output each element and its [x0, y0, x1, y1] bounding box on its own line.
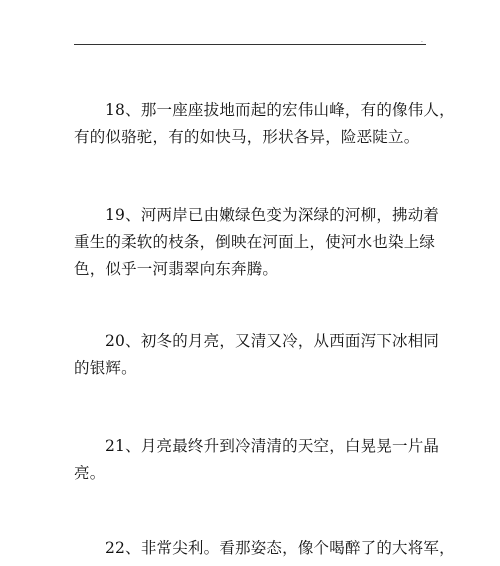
- paragraph-20: [74, 328, 446, 382]
- paragraph-18: [74, 97, 455, 151]
- paragraph-line: 亮。: [74, 464, 106, 482]
- paragraph-line: 18、那一座座拔地而起的宏伟山峰，有的像伟人，: [105, 101, 455, 119]
- paragraph-22: [74, 535, 455, 562]
- paragraph-line: 21、月亮最终升到冷清清的天空，白晃晃一片晶: [105, 437, 440, 455]
- paragraph-21: [74, 433, 446, 487]
- header-rule: [74, 44, 426, 45]
- paragraph-line: 重生的柔软的枝条，倒映在河面上，使河水也染上绿: [74, 233, 436, 251]
- paragraph-19: [74, 202, 446, 283]
- paragraph-line: 20、初冬的月亮，又清又冷，从西面泻下冰相同: [105, 332, 440, 350]
- paragraph-line: 有的似骆驼，有的如快马，形状各异，险恶陡立。: [74, 128, 420, 146]
- paragraph-line: 的银辉。: [74, 359, 137, 377]
- header-mark: .: [421, 37, 423, 44]
- paragraph-line: 19、河两岸已由嫩绿色变为深绿的河柳，拂动着: [105, 206, 440, 224]
- paragraph-line: 22、非常尖利。看那姿态，像个喝醉了的大将军，: [105, 539, 455, 557]
- paragraph-line: 色，似乎一河翡翠向东奔腾。: [74, 260, 279, 278]
